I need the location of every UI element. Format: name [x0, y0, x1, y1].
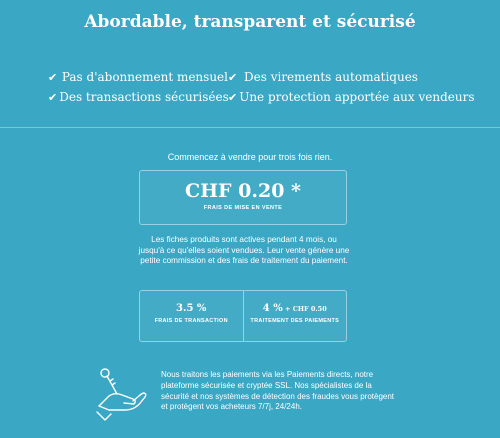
- feature-item: [228, 90, 475, 104]
- transaction-fee-value: 3.5 %: [176, 303, 207, 314]
- check-icon: ✔: [228, 90, 238, 104]
- transaction-fee-label: FRAIS DE TRANSACTION: [154, 318, 228, 324]
- hand-key-icon: [95, 366, 151, 426]
- feature-item: [48, 70, 228, 84]
- section-title: Abordable, transparent et sécurisé: [84, 12, 416, 32]
- check-icon: ✔: [228, 70, 238, 84]
- security-section: [95, 370, 415, 426]
- fees-box: [139, 290, 347, 342]
- payment-fee-label: TRAITEMENT DES PAIEMENTS: [250, 318, 340, 324]
- listing-description: Les fiches produits sont actives pendant 4 mois, ou jusqu'à ce qu'elles soient vendues. Leur vente génère une petite commission et des frais de traitement du paiement.: [138, 235, 350, 266]
- feature-item: [228, 70, 458, 84]
- payment-fee-value-row: [244, 303, 347, 314]
- payment-fee-extra: + CHF 0.50: [282, 305, 327, 313]
- feature-label: Pas d'abonnement mensuel: [61, 70, 228, 84]
- payment-fee: [243, 291, 347, 341]
- start-text: Commencez à vendre pour trois fois rien.: [167, 152, 333, 162]
- check-icon: ✔: [48, 90, 58, 104]
- feature-label: Des virements automatiques: [244, 70, 418, 84]
- listing-fee-value: CHF 0.20 *: [184, 180, 301, 202]
- section-divider: [0, 127, 500, 128]
- feature-label: Une protection apportée aux vendeurs: [239, 90, 475, 104]
- security-text: Nous traitons les paiements via les Paiements directs, notre plateforme sécurisée et cryptée SSL. Nos spécialistes de la sécurité et nos systèmes de détection des fraudes vous protègent et protègent vos acheteurs 7/7j, 24/24h.: [161, 370, 395, 412]
- transaction-fee: [140, 291, 243, 341]
- feature-label: Des transactions sécurisées: [59, 90, 229, 104]
- listing-fee-box: [139, 170, 347, 225]
- feature-item: [48, 90, 228, 104]
- listing-fee-caption: FRAIS DE MISE EN VENTE: [203, 205, 283, 211]
- check-icon: ✔: [48, 70, 58, 84]
- payment-fee-value: 4 %: [262, 303, 283, 314]
- feature-list: [48, 70, 475, 104]
